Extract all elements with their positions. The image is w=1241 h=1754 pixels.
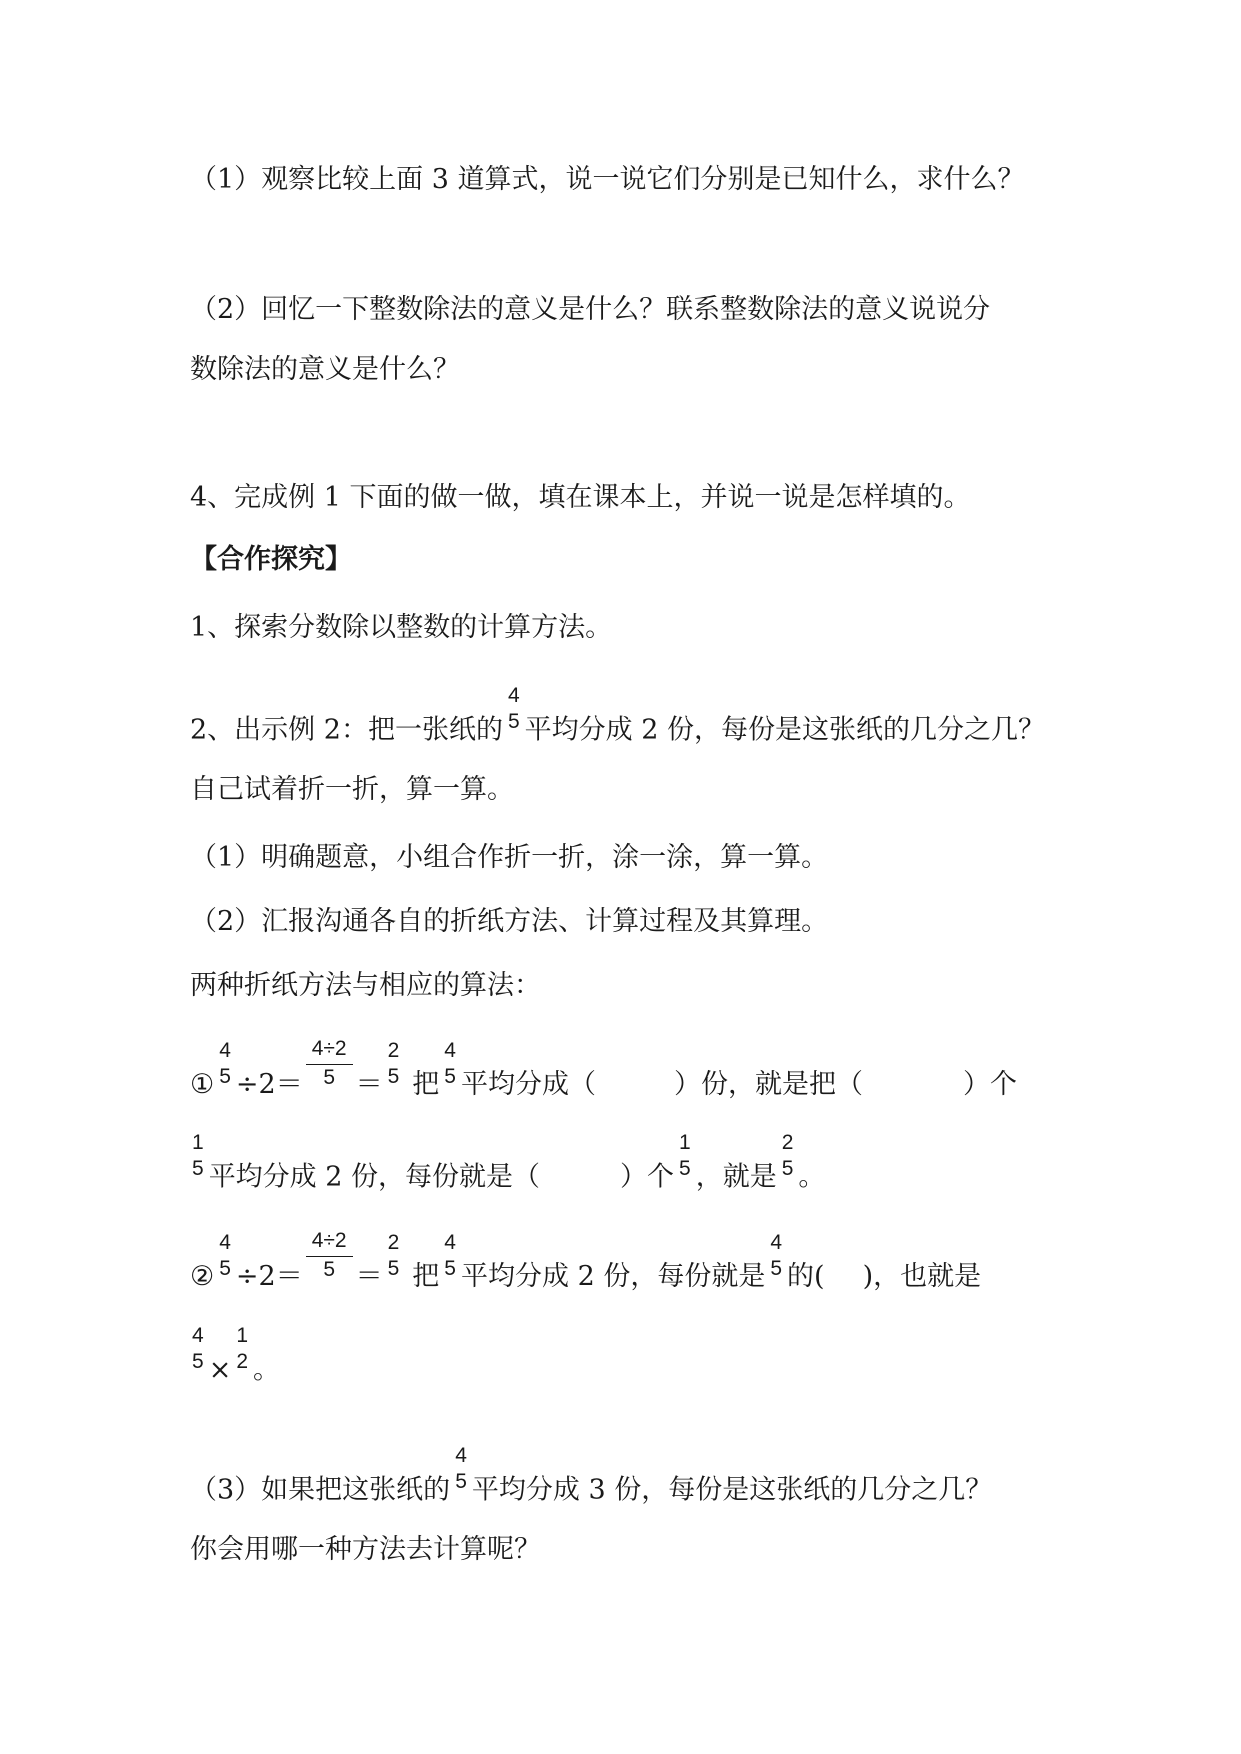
- method-2b-end: 。: [253, 1354, 280, 1386]
- fraction-two-fifths: 2 5: [387, 1038, 400, 1088]
- step-3-prefix: （3）如果把这张纸的: [190, 1474, 451, 1506]
- method-1b-text-1: 平均分成 2 份，每份就是（: [208, 1161, 541, 1193]
- method-1-text-1: 把: [412, 1069, 440, 1100]
- step-3-line-2: 你会用哪一种方法去计算呢？: [190, 1534, 541, 1565]
- method-2-text-2: 平均分成 2 份，每份就是: [460, 1261, 766, 1292]
- fraction-four-div-two-over-five: $\frac{4\div 2}{5}$: [306, 1228, 353, 1283]
- circle-one-marker: ①: [190, 1069, 215, 1100]
- step-3-suffix: 平均分成 3 份，每份是这张纸的几分之几？: [471, 1474, 993, 1506]
- method-2-text-3: 的(: [787, 1261, 825, 1292]
- question-2-line-2: 数除法的意义是什么？: [190, 354, 460, 385]
- method-1b-text-4: 。: [798, 1161, 826, 1193]
- method-1-text-4: ）个: [962, 1069, 1017, 1100]
- fraction-four-fifths: 4 5: [444, 1230, 456, 1280]
- fraction-four-div-two-over-five: $\frac{4\div 2}{5}$: [306, 1036, 353, 1091]
- step-3-line-1: [190, 1444, 993, 1517]
- methods-title: 两种折纸方法与相应的算法：: [190, 970, 541, 1001]
- question-1: （1）观察比较上面 3 道算式，说一说它们分别是已知什么，求什么？: [190, 164, 1025, 195]
- example-2-line-1: [190, 684, 1045, 757]
- fraction-one-fifth: 1 5: [192, 1131, 204, 1180]
- divide-by-two: ÷2＝: [235, 1261, 303, 1292]
- circle-two-marker: ②: [190, 1261, 215, 1292]
- fraction-two-fifths: 2 5: [387, 1230, 400, 1280]
- equals-sign: ＝: [355, 1069, 383, 1100]
- method-1-line-1: [190, 1037, 1017, 1113]
- fraction-four-fifths: 4 5: [444, 1038, 456, 1088]
- divide-by-two: ÷2＝: [235, 1069, 303, 1100]
- example-2-suffix: 平均分成 2 份，每份是这张纸的几分之几？: [524, 714, 1045, 746]
- question-2-line-1: （2）回忆一下整数除法的意义是什么？联系整数除法的意义说说分: [190, 294, 991, 325]
- fraction-four-fifths: 4 5: [219, 1038, 231, 1088]
- fraction-two-fifths: 2 5: [781, 1131, 794, 1180]
- times-sign: ×: [208, 1354, 232, 1386]
- fraction-four-fifths: 4 5: [219, 1230, 231, 1280]
- fraction-four-fifths: 4 5: [455, 1444, 467, 1493]
- step-2: （2）汇报沟通各自的折纸方法、计算过程及其算理。: [190, 906, 829, 937]
- equals-sign: ＝: [355, 1261, 383, 1292]
- fraction-one-fifth: 1 5: [679, 1131, 691, 1180]
- method-1-text-2: 平均分成（: [460, 1069, 596, 1100]
- example-2-line-2: 自己试着折一折，算一算。: [190, 774, 514, 805]
- method-2-line-2: [190, 1324, 280, 1397]
- fraction-four-fifths: 4 5: [192, 1324, 204, 1373]
- method-2-line-1: [190, 1229, 982, 1305]
- example-2-prefix: 2、出示例 2：把一张纸的: [190, 714, 503, 746]
- step-1: （1）明确题意，小组合作折一折，涂一涂，算一算。: [190, 842, 829, 873]
- method-2-text-1: 把: [412, 1261, 440, 1292]
- task-4: 4、完成例 1 下面的做一做，填在课本上，并说一说是怎样填的。: [190, 482, 971, 513]
- method-2-text-4: )，也就是: [862, 1261, 982, 1292]
- method-1-text-3: ）份，就是把（: [673, 1069, 863, 1100]
- section-heading: 【合作探究】: [190, 544, 352, 575]
- fraction-four-fifths: 4 5: [507, 684, 520, 733]
- fraction-four-fifths: 4 5: [770, 1230, 783, 1280]
- method-1b-text-2: ）个: [620, 1161, 675, 1193]
- method-1-line-2: [190, 1131, 826, 1204]
- method-1b-text-3: ，就是: [695, 1161, 777, 1193]
- item-1: 1、探索分数除以整数的计算方法。: [190, 612, 613, 643]
- fraction-one-half: 1 2: [236, 1324, 248, 1373]
